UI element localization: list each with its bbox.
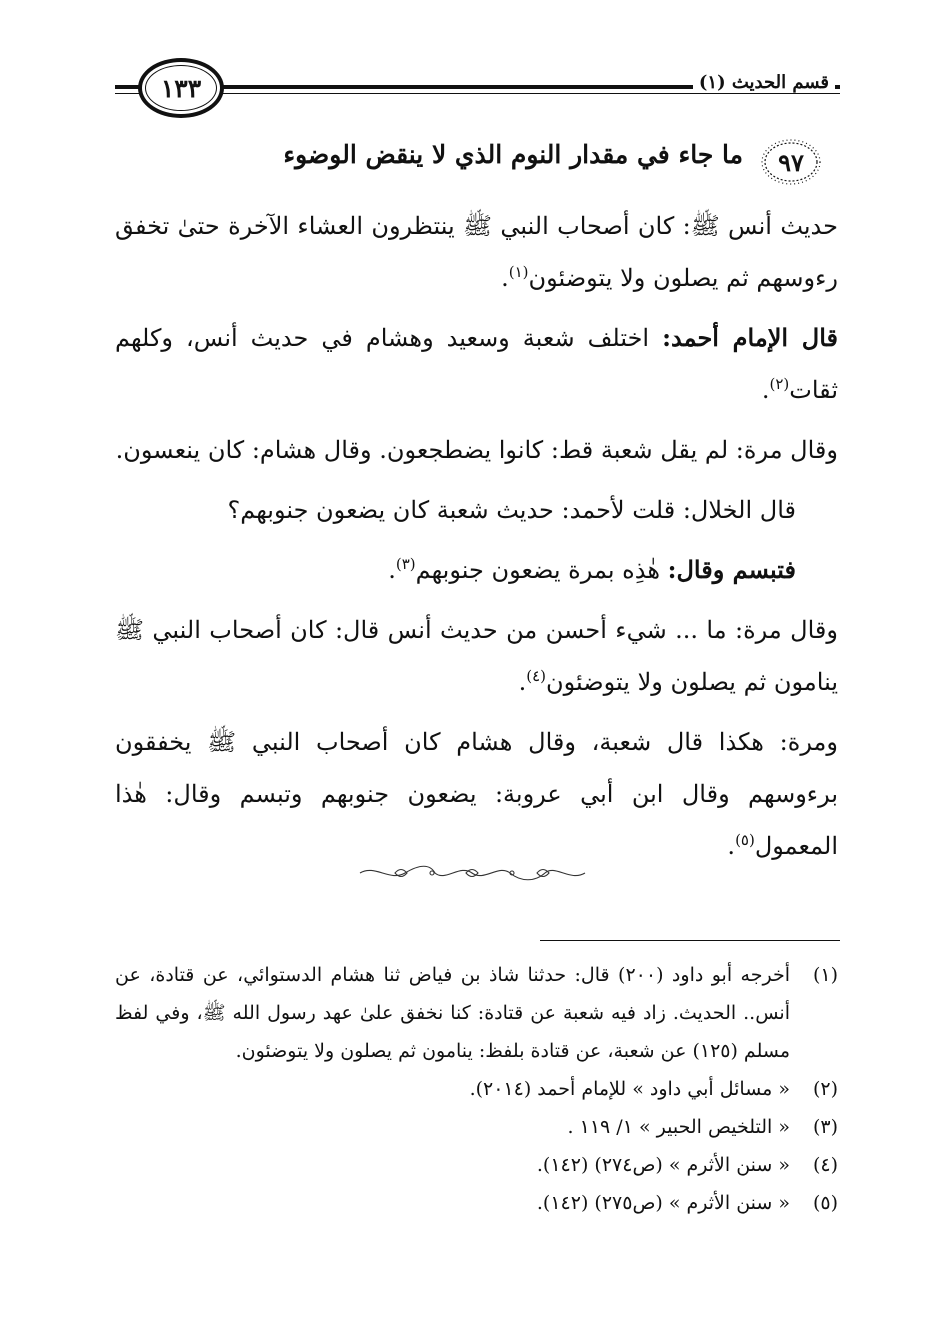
footnote-ref[interactable]: (٥) (735, 831, 755, 849)
paragraph (115, 424, 838, 476)
paragraph-text: هٰذِه بمرة يضعون جنوبهم (415, 556, 668, 584)
paragraph (115, 484, 838, 536)
paragraph-end: . (761, 376, 770, 404)
chapter-number-badge (760, 138, 822, 186)
header-rule-right-thin (220, 93, 840, 94)
paragraph-text: وقال مرة: ما ... شيء أحسن من حديث أنس قال: كان أصحاب النبي ﷺ ينامون ثم يصلون ولا يتوضئون (115, 616, 838, 696)
paragraph (115, 716, 838, 872)
footnote-ref[interactable]: (٢) (769, 375, 790, 393)
paragraph-text: اختلف شعبة وسعيد وهشام في حديث أنس، وكلهم ثقات (115, 324, 838, 404)
paragraph-text: قال الخلال: قلت لأحمد: حديث شعبة كان يضعون جنوبهم؟ (227, 496, 796, 524)
chapter-title: ما جاء في مقدار النوم الذي لا ينقض الوضوء (283, 140, 743, 169)
paragraph-end: . (727, 832, 736, 860)
paragraph-end: . (501, 264, 509, 292)
footnote (115, 1108, 838, 1146)
paragraph-text: ومرة: هكذا قال شعبة، وقال هشام كان أصحاب النبي ﷺ يخفقون برءوسهم وقال ابن أبي عروبة: يضعون جنوبهم وتبسم وقال: هٰذا المعمول (115, 728, 838, 860)
paragraph (115, 200, 838, 304)
paragraph-end: . (388, 556, 396, 584)
section-end-ornament-icon (355, 862, 590, 884)
paragraph (115, 312, 838, 416)
footnote-number: (٢) (812, 1078, 838, 1100)
footnote-ref[interactable]: (٣) (395, 555, 416, 573)
paragraph-text: حديث أنس ﷺ: كان أصحاب النبي ﷺ ينتظرون العشاء الآخرة حتىٰ تخفق رءوسهم ثم يصلون ولا يتوضئون (115, 212, 838, 292)
footnote-text: « سنن الأثرم » (ص٢٧٤) (١٤٢). (536, 1154, 790, 1176)
paragraph-lead: فتبسم وقال: (667, 555, 796, 584)
footnotes (115, 956, 838, 1222)
paragraph (115, 604, 838, 708)
footnote-text: أخرجه أبو داود (٢٠٠) قال: حدثنا شاذ بن فياض ثنا هشام الدستوائي، عن قتادة، عن أنس.. الحديث. زاد فيه شعبة عن قتادة: كنا نخفق علىٰ عهد رسول الله ﷺ، وفي لفظ مسلم (١٢٥) عن شعبة، عن قتادة بلفظ: ينامون ثم يصلون ولا يتوضئون. (115, 964, 790, 1062)
footnote-number: (٤) (812, 1154, 838, 1176)
main-text (115, 200, 838, 880)
footnote (115, 956, 838, 1070)
footnote-text: « التلخيص الحبير » ١/ ١١٩ . (567, 1116, 790, 1138)
footnote-text: « سنن الأثرم » (ص٢٧٥) (١٤٢). (536, 1192, 790, 1214)
page-number: ١٣٣ (160, 73, 202, 103)
footnote (115, 1070, 838, 1108)
page-number-frame (138, 58, 224, 118)
footnote-number: (٥) (812, 1192, 838, 1214)
footnote (115, 1184, 838, 1222)
running-title: قسم الحديث (١) (693, 72, 835, 93)
footnote (115, 1146, 838, 1184)
footnote-separator (540, 940, 840, 941)
footnote-text: « مسائل أبي داود » للإمام أحمد (٢٠١٤). (469, 1078, 790, 1100)
paragraph-text: وقال مرة: لم يقل شعبة قط: كانوا يضطجعون. وقال هشام: كان ينعسون. (115, 436, 838, 464)
footnote-number: (١) (812, 964, 838, 986)
chapter-number: ٩٧ (778, 147, 804, 177)
paragraph-lead: قال الإمام أحمد: (662, 323, 838, 352)
paragraph-end: . (518, 668, 527, 696)
footnote-number: (٣) (812, 1116, 838, 1138)
paragraph (115, 544, 838, 596)
footnote-ref[interactable]: (١) (508, 263, 529, 281)
footnote-ref[interactable]: (٤) (526, 667, 547, 685)
